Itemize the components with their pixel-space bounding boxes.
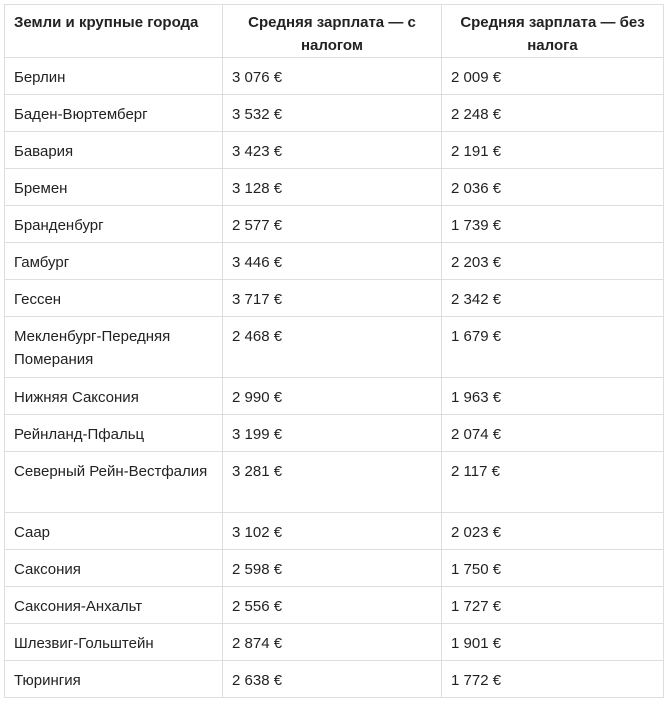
gross-salary-cell: 3 281 €: [223, 452, 442, 513]
region-cell: Шлезвиг-Гольштейн: [5, 624, 223, 661]
table-row: [5, 378, 664, 415]
table-header-row: [5, 5, 664, 58]
region-cell: Бавария: [5, 132, 223, 169]
table-row: [5, 280, 664, 317]
region-cell: Саксония-Анхальт: [5, 587, 223, 624]
table-row: [5, 206, 664, 243]
region-cell: Нижняя Саксония: [5, 378, 223, 415]
region-cell: Тюрингия: [5, 661, 223, 698]
region-cell: Саксония: [5, 550, 223, 587]
table-row: [5, 132, 664, 169]
gross-salary-cell: 3 446 €: [223, 243, 442, 280]
table-row: [5, 661, 664, 698]
net-salary-cell: 2 248 €: [442, 95, 664, 132]
net-salary-cell: 2 036 €: [442, 169, 664, 206]
gross-salary-cell: 3 102 €: [223, 513, 442, 550]
gross-salary-cell: 2 990 €: [223, 378, 442, 415]
table-row: [5, 317, 664, 378]
net-salary-cell: 2 342 €: [442, 280, 664, 317]
region-cell: Бремен: [5, 169, 223, 206]
region-cell: Гессен: [5, 280, 223, 317]
region-cell: Берлин: [5, 58, 223, 95]
net-salary-cell: 1 772 €: [442, 661, 664, 698]
table-row: [5, 415, 664, 452]
gross-salary-cell: 2 638 €: [223, 661, 442, 698]
gross-salary-cell: 3 423 €: [223, 132, 442, 169]
net-salary-cell: 2 117 €: [442, 452, 664, 513]
table-row: [5, 95, 664, 132]
net-salary-cell: 1 750 €: [442, 550, 664, 587]
region-cell: Бранденбург: [5, 206, 223, 243]
gross-salary-cell: 3 532 €: [223, 95, 442, 132]
region-cell: Рейнланд-Пфальц: [5, 415, 223, 452]
table-row: [5, 58, 664, 95]
region-cell: Баден-Вюртемберг: [5, 95, 223, 132]
gross-salary-cell: 2 598 €: [223, 550, 442, 587]
gross-salary-cell: 3 076 €: [223, 58, 442, 95]
net-salary-cell: 2 203 €: [442, 243, 664, 280]
region-cell: Саар: [5, 513, 223, 550]
net-salary-cell: 2 009 €: [442, 58, 664, 95]
header-net-salary: Средняя зарплата — без налога: [442, 5, 664, 58]
salary-table: [4, 4, 664, 698]
net-salary-cell: 1 727 €: [442, 587, 664, 624]
gross-salary-cell: 2 577 €: [223, 206, 442, 243]
net-salary-cell: 2 074 €: [442, 415, 664, 452]
table-row: [5, 243, 664, 280]
net-salary-cell: 1 679 €: [442, 317, 664, 378]
header-gross-salary: Средняя зарплата — с налогом: [223, 5, 442, 58]
gross-salary-cell: 3 717 €: [223, 280, 442, 317]
table-row: [5, 513, 664, 550]
gross-salary-cell: 2 874 €: [223, 624, 442, 661]
net-salary-cell: 2 191 €: [442, 132, 664, 169]
header-region: Земли и крупные города: [5, 5, 223, 58]
table-row: [5, 550, 664, 587]
table-row: [5, 624, 664, 661]
region-cell: Мекленбург-Передняя Померания: [5, 317, 223, 378]
net-salary-cell: 1 901 €: [442, 624, 664, 661]
table-row: [5, 587, 664, 624]
region-cell: Северный Рейн-Вестфалия: [5, 452, 223, 513]
gross-salary-cell: 3 199 €: [223, 415, 442, 452]
region-cell: Гамбург: [5, 243, 223, 280]
gross-salary-cell: 2 556 €: [223, 587, 442, 624]
net-salary-cell: 2 023 €: [442, 513, 664, 550]
table-row: [5, 169, 664, 206]
net-salary-cell: 1 739 €: [442, 206, 664, 243]
gross-salary-cell: 3 128 €: [223, 169, 442, 206]
net-salary-cell: 1 963 €: [442, 378, 664, 415]
table-row: [5, 452, 664, 513]
gross-salary-cell: 2 468 €: [223, 317, 442, 378]
